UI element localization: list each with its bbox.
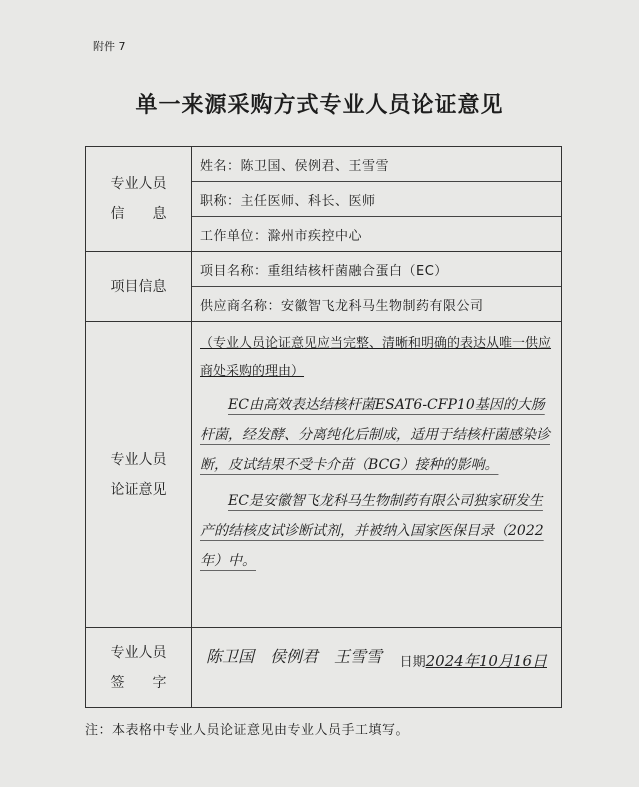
- opinion-hint: （专业人员论证意见应当完整、清晰和明确的表达从唯一供应商处采购的理由）: [200, 336, 552, 379]
- expert-titles: 职称：主任医师、科长、医师: [192, 182, 561, 217]
- attachment-label: 附件 7: [93, 40, 126, 53]
- date-value: 2024年10月16日: [425, 652, 547, 670]
- opinion-label-line1: 专业人员: [110, 451, 167, 468]
- experts-row: [86, 147, 562, 252]
- page-title: 单一来源采购方式专业人员论证意见: [135, 93, 504, 118]
- opinion-paragraph-2: EC是安徽智飞龙科马生物制药有限公司独家研发生产的结核皮试诊断试剂，并被纳入国家医保目录（2022年）中。: [200, 493, 544, 569]
- opinion-content-cell: [192, 322, 562, 628]
- project-name: 项目名称：重组结核杆菌融合蛋白（EC）: [192, 252, 561, 287]
- project-row: [86, 252, 562, 322]
- experts-info-cell: [192, 147, 562, 252]
- experts-label-cell: [86, 147, 192, 252]
- signature-label-line2: 签 字: [110, 674, 167, 691]
- expert-unit: 工作单位：滁州市疾控中心: [200, 228, 363, 244]
- project-info-cell: [192, 252, 562, 322]
- opinion-label-cell: [86, 322, 192, 628]
- signature-label-line1: 专业人员: [110, 644, 167, 661]
- handwritten-signatures: 陈卫国 侯例君 王雪雪: [206, 647, 383, 666]
- signature-row: [86, 628, 562, 708]
- experts-label-line1: 专业人员: [110, 176, 167, 192]
- date-label: 日期: [399, 655, 426, 670]
- signature-content-cell: [192, 628, 562, 708]
- footnote: 注：本表格中专业人员论证意见由专业人员手工填写。: [85, 723, 410, 738]
- project-label: 项目信息: [86, 252, 192, 322]
- experts-label-line2: 信 息: [110, 206, 167, 222]
- signature-date: [400, 650, 547, 671]
- expert-names: 姓名：陈卫国、侯例君、王雪雪: [192, 147, 561, 182]
- opinion-row: [86, 322, 562, 628]
- supplier-name: 供应商名称：安徽智飞龙科马生物制药有限公司: [200, 298, 484, 314]
- opinion-form-table: [85, 146, 562, 708]
- opinion-label-line2: 论证意见: [110, 481, 167, 498]
- signature-label-cell: [86, 628, 192, 708]
- opinion-paragraph-1: EC由高效表达结核杆菌ESAT6-CFP10基因的大肠杆菌，经发酵、分离纯化后制成，适用于结核杆菌感染诊断，皮试结果不受卡介苗（BCG）接种的影响。: [200, 397, 550, 473]
